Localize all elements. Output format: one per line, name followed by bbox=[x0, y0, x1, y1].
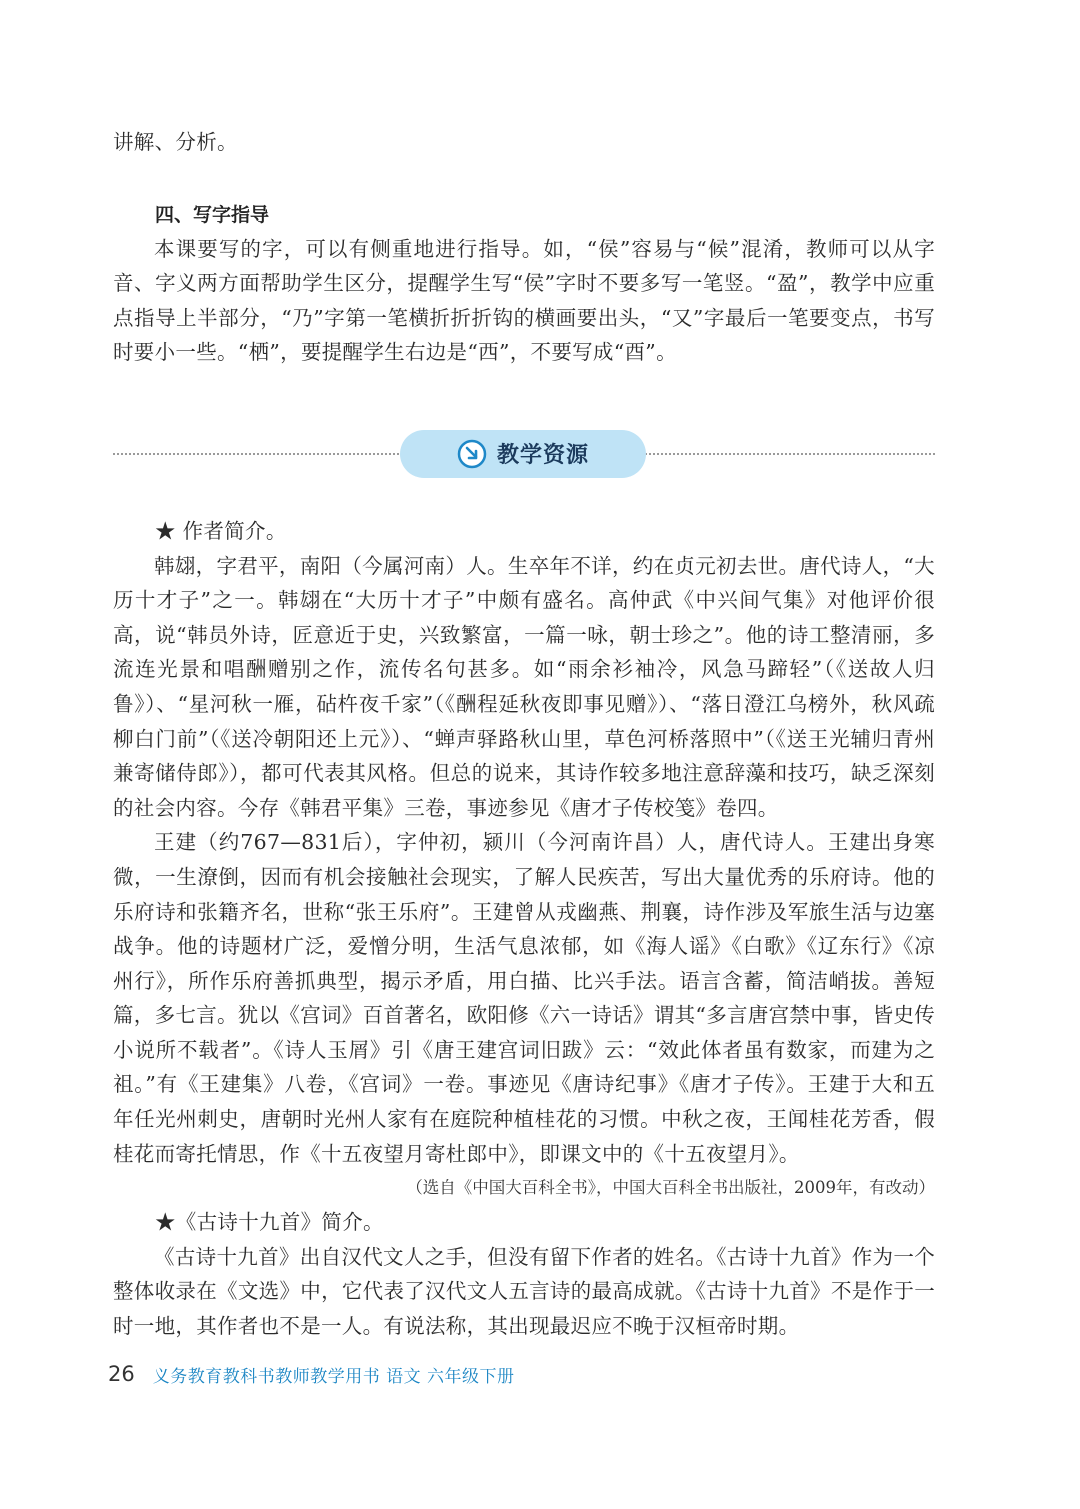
page-number: 26 bbox=[108, 1362, 135, 1386]
down-right-arrow-circle-icon bbox=[457, 439, 487, 469]
nineteen-poems-paragraph: 《古诗十九首》出自汉代文人之手，但没有留下作者的姓名。《古诗十九首》作为一个整体收录在《文选》中，它代表了汉代文人五言诗的最高成就。《古诗十九首》不是作于一时一地，其作者也不是一人。有说法称，其出现最迟应不晚于汉桓帝时期。 bbox=[113, 1244, 935, 1339]
author-intro-heading: ★ 作者简介。 bbox=[155, 518, 287, 543]
book-title: 义务教育教科书教师教学用书 语文 六年级下册 bbox=[152, 1366, 515, 1387]
author-paragraph-wang-jian: 王建（约767—831后），字仲初，颍川（今河南许昌）人，唐代诗人。王建出身寒微，一生潦倒，因而有机会接触社会现实，了解人民疾苦，写出大量优秀的乐府诗。他的乐府诗和张籍齐名，世称“张王乐府”。王建曾从戎幽燕、荆襄，诗作涉及军旅生活与边塞战争。他的诗题材广泛，爱憎分明，生活气息浓郁，如《海人谣》《白歌》《辽东行》《凉州行》，所作乐府善抓典型，揭示矛盾，用白描、比兴手法。语言含蓄，简洁峭拔。善短篇，多七言。犹以《宫词》百首著名，欧阳修《六一诗话》谓其“多言唐宫禁中事，皆史传小说所不载者”。《诗人玉屑》引《唐王建宫词旧跋》云：“效此体者虽有数家，而建为之祖。”有《王建集》八卷，《宫词》一卷。事迹见《唐诗纪事》《唐才子传》。王建于大和五年任光州刺史，唐朝时光州人家有在庭院种植桂花的习惯。中秋之夜，王闻桂花芳香，假桂花而寄托情思，作《十五夜望月寄杜郎中》，即课文中的《十五夜望月》。 bbox=[113, 830, 935, 1166]
page-footer bbox=[108, 1357, 515, 1391]
author-paragraph-han-hong: 韩翃，字君平，南阳（今属河南）人。生卒年不详，约在贞元初去世。唐代诗人，“大历十才子”之一。韩翃在“大历十才子”中颇有盛名。高仲武《中兴间气集》对他评价很高，说“韩员外诗，匠意近于史，兴致繁富，一篇一咏，朝士珍之”。他的诗工整清丽，多流连光景和唱酬赠别之作，流传名句甚多。如“雨余衫袖冷，风急马蹄轻”（《送故人归鲁》）、“星河秋一雁，砧杵夜千家”（《酬程延秋夜即事见赠》）、“落日澄江乌榜外，秋风疏柳白门前”（《送冷朝阳还上元》）、“蝉声驿路秋山里，草色河桥落照中”（《送王光辅归青州兼寄储侍郎》），都可代表其风格。但总的说来，其诗作较多地注意辞藻和技巧，缺乏深刻的社会内容。今存《韩君平集》三卷，事迹参见《唐才子传校笺》卷四。 bbox=[113, 553, 935, 820]
top-text: 讲解、分析。 bbox=[113, 130, 238, 154]
source-citation: （选自《中国大百科全书》，中国大百科全书出版社，2009年，有改动） bbox=[406, 1178, 935, 1198]
banner-title: 教学资源 bbox=[496, 443, 589, 469]
banner-pill bbox=[400, 430, 646, 478]
writing-guide-paragraph: 本课要写的字，可以有侧重地进行指导。如，“侯”容易与“候”混淆，教师可以从字音、字义两方面帮助学生区分，提醒学生写“侯”字时不要多写一笔竖。“盈”，教学中应重点指导上半部分，“乃”字第一笔横折折折钩的横画要出头，“又”字最后一笔要变点，书写时要小一些。“栖”，要提醒学生右边是“西”，不要写成“酉”。 bbox=[113, 236, 935, 365]
teaching-resources-banner bbox=[113, 430, 935, 480]
section-heading-writing-guide: 四、写字指导 bbox=[155, 203, 270, 226]
page-content bbox=[113, 125, 935, 1344]
nineteen-poems-heading: ★《古诗十九首》简介。 bbox=[155, 1210, 384, 1235]
